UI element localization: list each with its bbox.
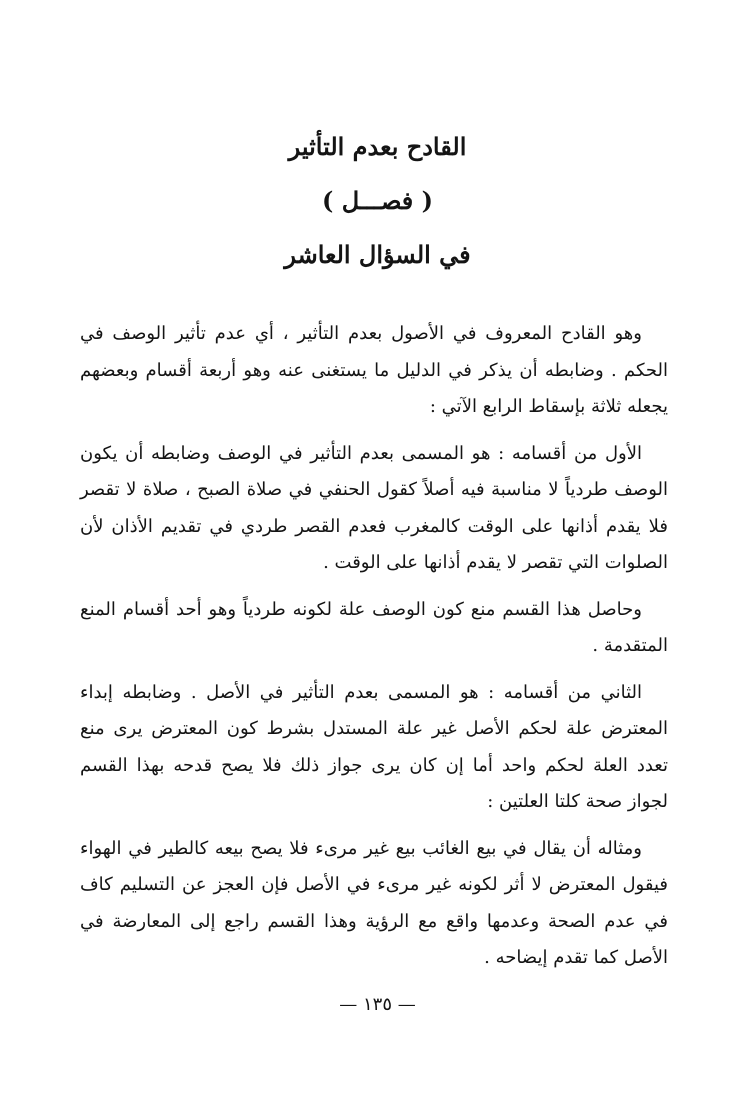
paragraph-intro: وهو القادح المعروف في الأصول بعدم التأثير ، أي عدم تأثير الوصف في الحكم . وضابطه أن يذكر في الدليل ما يستغنى عنه وهو أربعة أقسام وبعضهم يجعله ثلاثة بإسقاط الرابع الآتي : <box>80 323 668 417</box>
paragraph-second-example: ومثاله أن يقال في بيع الغائب بيع غير مرىء فلا يصح بيعه كالطير في الهواء فيقول المعترض لا أثر لكونه غير مرىء في الأصل فإن العجز عن التسليم كاف في عدم الصحة وعدمها واقع مع الرؤية وهذا القسم راجع إلى المعارضة في الأصل كما تقدم إيضاحه . <box>80 837 668 968</box>
chapter-title: القادح بعدم التأثير <box>288 132 467 161</box>
paragraph-first-summary: وحاصل هذا القسم منع كون الوصف علة لكونه طردياً وهو أحد أقسام المنع المتقدمة . <box>80 598 668 656</box>
body-text <box>80 316 668 987</box>
page-number: — ١٣٥ — <box>339 994 416 1015</box>
paragraph-second-type: الثاني من أقسامه : هو المسمى بعدم التأثير في الأصل . وضابطه إبداء المعترض علة لحكم الأصل غير علة المستدل بشرط كون المعترض يرى منع تعدد العلة لحكم واحد أما إن كان يرى جواز ذلك فلا يصح قدحه بهذا القسم لجواز صحة كلتا العلتين : <box>80 681 668 812</box>
headings-block <box>0 132 755 270</box>
paragraph-first-type: الأول من أقسامه : هو المسمى بعدم التأثير في الوصف وضابطه أن يكون الوصف طردياً لا مناسبة فيه أصلاً كقول الحنفي في صلاة الصبح ، صلاة لا تقصر فلا يقدم أذانها على الوقت كالمغرب فعدم القصر طردي في تقديم الأذان لأن الصلوات التي تقصر لا يقدم أذانها على الوقت . <box>80 442 668 573</box>
section-label: ( فصـــل ) <box>322 186 433 215</box>
section-subtitle: في السؤال العاشر <box>284 240 471 269</box>
